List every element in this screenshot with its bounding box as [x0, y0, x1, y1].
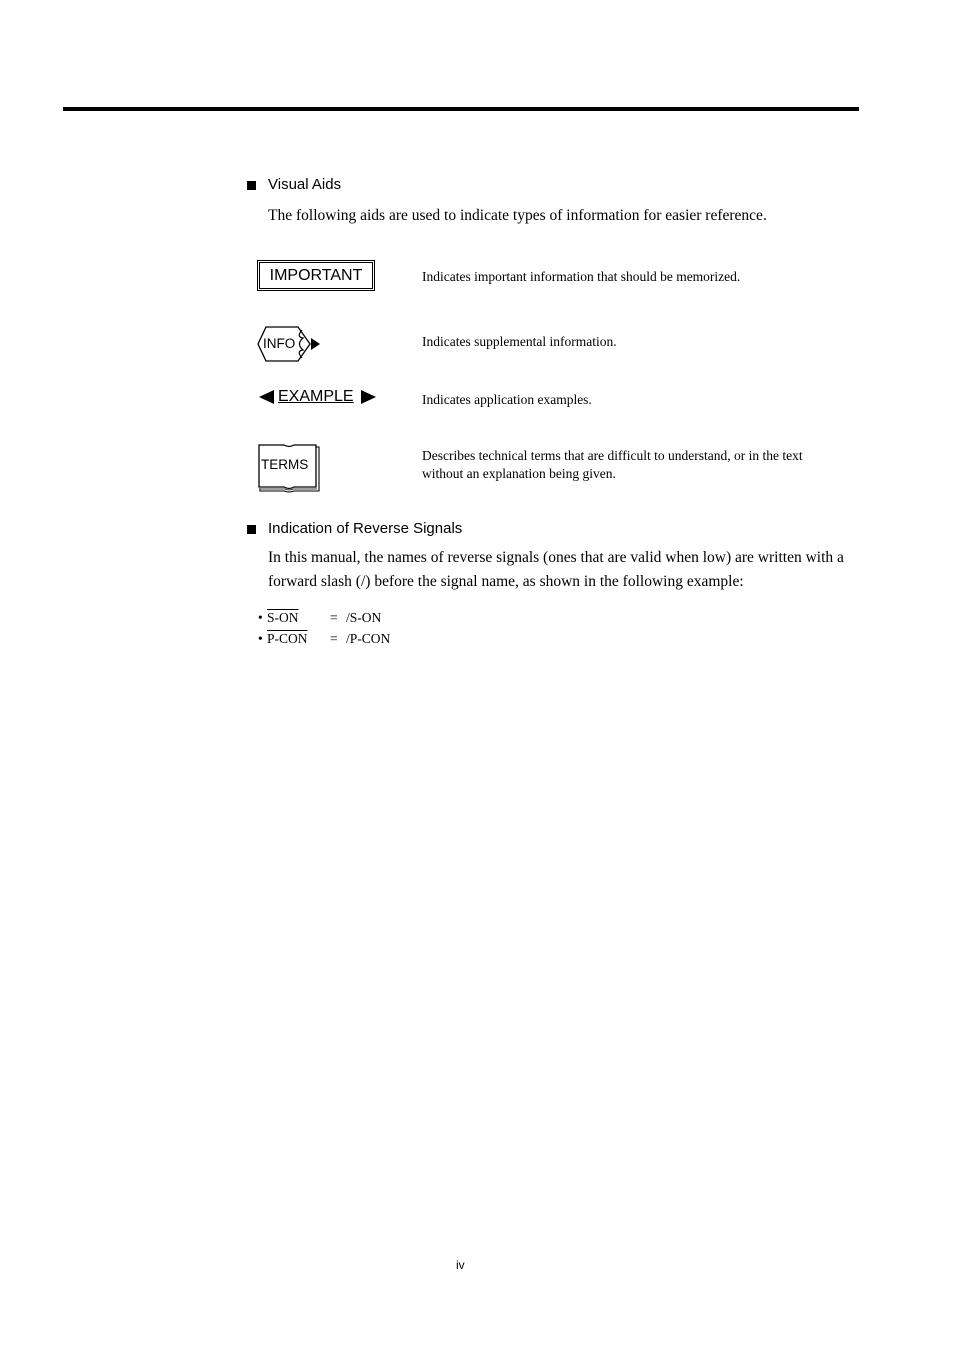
square-bullet-icon	[247, 525, 256, 534]
signal-equals: =	[330, 631, 338, 646]
right-triangle-icon	[360, 390, 376, 404]
important-icon: IMPORTANT	[257, 260, 375, 291]
terms-icon-label: TERMS	[261, 457, 309, 472]
visual-aids-intro: The following aids are used to indicate types of information for easier reference.	[268, 207, 767, 224]
square-bullet-icon	[247, 181, 256, 190]
top-rule	[63, 107, 859, 111]
left-triangle-icon	[259, 390, 275, 404]
signal-bullet: •	[258, 610, 263, 625]
signal-name: S-ON	[267, 610, 299, 625]
visual-aids-heading: Visual Aids	[268, 176, 342, 193]
page-number: iv	[456, 1258, 465, 1272]
info-icon-label: INFO	[263, 336, 296, 351]
reverse-signals-body: In this manual, the names of reverse signals (ones that are valid when low) are written with a forward slash (/) before the signal name, as shown in the following example:	[268, 549, 844, 590]
terms-description: Describes technical terms that are difficult to understand, or in the text without an explanation being given.	[422, 448, 803, 481]
signal-bullet: •	[258, 631, 263, 646]
signal-name: P-CON	[267, 631, 308, 646]
info-description: Indicates supplemental information.	[422, 334, 617, 349]
example-icon: EXAMPLE	[278, 388, 354, 405]
signal-equals: =	[330, 610, 338, 625]
important-description: Indicates important information that should be memorized.	[422, 269, 741, 284]
signal-written: /S-ON	[346, 610, 382, 625]
reverse-signals-heading: Indication of Reverse Signals	[268, 520, 463, 537]
signal-written: /P-CON	[346, 631, 391, 646]
example-description: Indicates application examples.	[422, 392, 592, 407]
